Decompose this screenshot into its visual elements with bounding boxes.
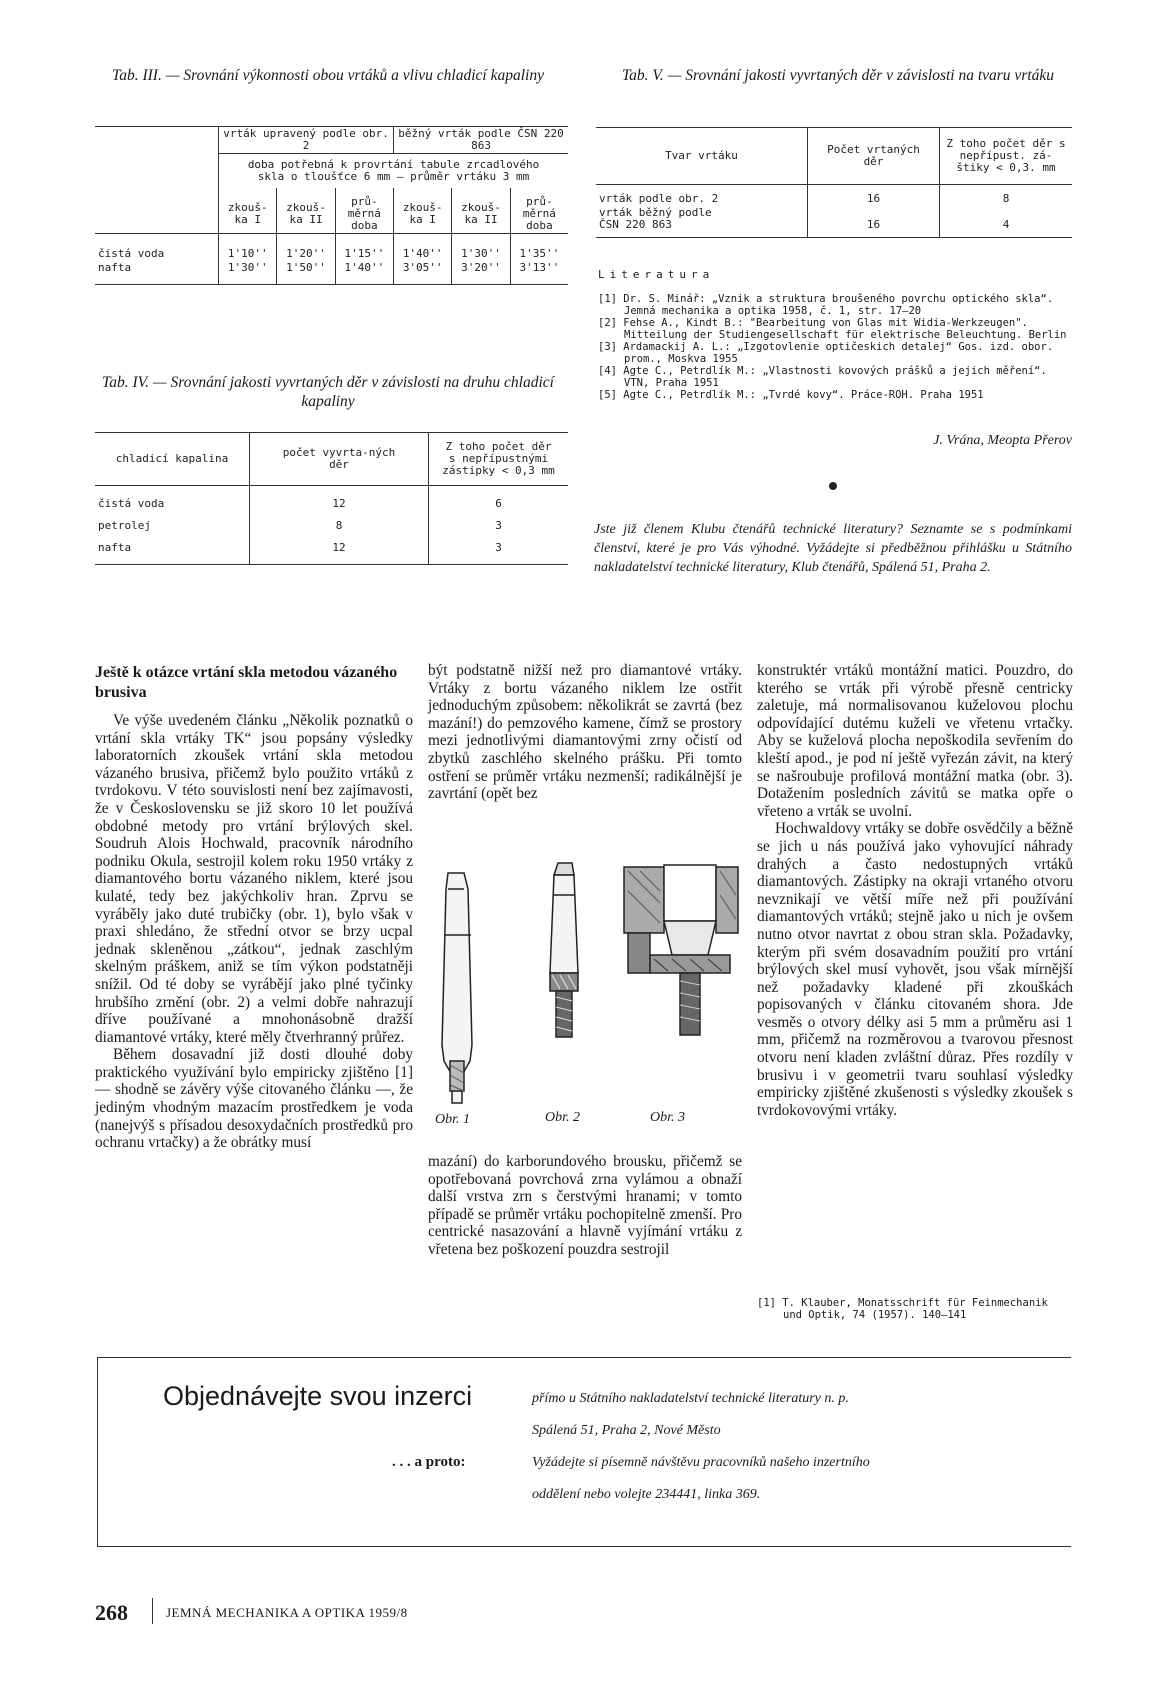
figure-caption: Obr. 3	[650, 1110, 686, 1125]
ad-line: přímo u Státního nakladatelství technické literatury n. p.	[532, 1391, 849, 1406]
ad-headline: Objednávejte svou inzerci	[163, 1381, 473, 1411]
reference-item: [4] Agte C., Petrdlík M.: „Vlastnosti kovových prášků a jejich měření“. VTN, Praha 1951	[598, 365, 1047, 389]
article-col3	[757, 662, 1073, 1119]
table-row: vrták podle obr. 2 16 8	[596, 185, 1072, 207]
tab3-subhead: zkouš-ka I	[219, 188, 277, 234]
figure-caption: Obr. 2	[545, 1110, 581, 1125]
article-col1	[95, 712, 413, 1152]
table-row: vrták běžný podle ČSN 220 863 16 4	[596, 206, 1072, 238]
tab3-subhead: zkouš-ka II	[277, 188, 335, 234]
article-title: Ještě k otázce vrtání skla metodou vázaného brusiva	[95, 664, 398, 701]
reference-item: [2] Fehse A., Kindt B.: "Bearbeitung von Glas mit Widia-Werkzeugen". Mitteilung der Studiengesellschaft für elektrische Beleuchtung. Berlin	[598, 317, 1067, 341]
tab5-table	[596, 127, 1072, 238]
article-paragraph: Ve výše uvedeném článku „Několik poznatků o vrtání skla vrtáky TK“ jsou popsány výsledky laboratorních zkoušek vrtání skla metodou vázaného brusiva, přičemž bylo použito vrtáků z tvrdokovu. V této souvislosti není bez zajímavosti, že v Československu se již skoro 10 let používá obdobné metody pro vrtání brýlových skel. Soudruh Alois Hochwald, pracovník národního podniku Okula, sestrojil kolem roku 1950 vrtáky z diamantového bortu vázaného niklem, které jsou kulaté, tedy bez jakýchkoliv hran. Zprvu se vyráběly jako duté trubičky (obr. 1), bylo však v praxi shledáno, že střední otvor se brzy ucpal jednak skleněnou „zátkou“, jednak zaschlým skelným práškem, aniž se tím výkon podstatněji snížil. Od té doby se vyrábějí jako plné tyčinky hrubšího zrnění (obr. 2) a velmi dobře nahrazují dříve používané a mnohonásobně dražší diamantové vrtáky, které měly čtverhranný průřez.	[95, 712, 413, 1046]
footer-divider	[152, 1598, 153, 1624]
table-row: čistá voda 1'10'' 1'20'' 1'15'' 1'40'' 1'30'' 1'35''	[95, 234, 568, 262]
tab4-caption: Tab. IV. — Srovnání jakosti vyvrtaných děr v závislosti na druhu chladicí kapaliny	[102, 374, 554, 410]
bullet-ornament	[829, 482, 837, 490]
article-col2-top: být podstatně nižší než pro diamantové vrtáky. Vrtáky z bortu vázaného niklem lze ostřit jednoduchým způsobem: několikrát se zavrtá (bez mazání!) do pemzového kamene, čímž se prostory mezi jednotlivými diamantovými zrny očistí od zbytků zaschlého skelného prášku. Při tomto ostření se průměr vrtáku nezmenší; radikálnější je zavrtání (opět bez	[428, 662, 742, 803]
tab3-head-group2: běžný vrták podle ČSN 220 863	[394, 127, 568, 154]
table-row: nafta 12 3	[95, 537, 568, 565]
tab4-table	[95, 432, 568, 565]
tab5-head: Tvar vrtáku	[665, 149, 738, 162]
article-author: J. Vrána, Meopta Přerov	[933, 433, 1072, 448]
tab3-subhead: prů-měrná doba	[510, 188, 568, 234]
figure-1-hollow-drill	[442, 873, 472, 1103]
tab3-subhead: prů-měrná doba	[335, 188, 393, 234]
table-row: nafta 1'30'' 1'50'' 1'40'' 3'05'' 3'20'' 3'13''	[95, 261, 568, 285]
tab4-head: chladicí kapalina	[115, 452, 229, 465]
article-paragraph: Během dosavadní již dosti dlouhé doby praktického využívání bylo empiricky zjištěno [1] — shodně se závěry výše citovaného článku —, že jediným vhodným mazacím prostředkem je voda (nanejvýš s přísadou desoxydačních prostředků pro ochranu vrtačky) a že obrátky musí	[95, 1046, 413, 1152]
figure-caption: Obr. 1	[435, 1112, 471, 1127]
tab3-head-group1: vrták upravený podle obr. 2	[219, 127, 394, 154]
tab4-head: počet vyvrta-ných děr	[250, 433, 429, 486]
article-col2-bottom: mazání) do karborundového brousku, přičemž se opotřebovaná povrchová zrna vylámou a obnaží další vrstva zrn s čerstvými hranami; v tomto případě se průměr vrtáku pochopitelně zmenší. Pro centrické nasazování a hlavně vyjímání vrtáku z vřetena bez poškození pouzdra sestrojil	[428, 1153, 742, 1258]
tab5-caption: Tab. V. — Srovnání jakosti vyvrtaných děr v závislosti na tvaru vrtáku	[621, 67, 1055, 84]
tab4-head: Z toho počet děr s nepřípustnými zástipky < 0,3 mm	[429, 433, 569, 486]
ad-line: Vyžádejte si písemně návštěvu pracovníků našeho inzertního	[532, 1455, 870, 1470]
article-paragraph: konstruktér vrtáků montážní matici. Pouzdro, do kterého se vrták při výrobě přesně centricky zaletuje, má normalisovanou kuželovou plochu odpovídající dutému kuželi ve vřetenu vrtačky. Aby se kuželová plocha nepoškodila sevřením do kleští apod., je pod ní ještě vyřezán závit, na který se našroubuje profilová montážní matka (obr. 3). Dotažením posledních závitů se matka opře o vřeteno a vrták se uvolní.	[757, 662, 1073, 820]
reference-item: [5] Agte C., Petrdlík M.: „Tvrdé kovy“. Práce-ROH. Praha 1951	[598, 389, 984, 401]
table-row: petrolej 8 3	[95, 515, 568, 537]
tab3-head-span: doba potřebná k provrtání tabule zrcadlového skla o tloušťce 6 mm — průměr vrtáku 3 mm	[219, 154, 568, 189]
tab3-caption: Tab. III. — Srovnání výkonnosti obou vrtáků a vlivu chladicí kapaliny	[112, 67, 544, 84]
tab3-table	[95, 126, 568, 285]
ad-proto: . . . a proto:	[392, 1454, 466, 1470]
reference-item: [1] Dr. S. Minář: „Vznik a struktura broušeného povrchu optického skla“. Jemná mechanika a optika 1958, č. 1, str. 17—20	[598, 293, 1054, 317]
ad-line: oddělení nebo volejte 234441, linka 369.	[532, 1487, 761, 1502]
reference-item: [3] Ardamackij A. L.: „Izgotovlenie optičeskich detalej“ Gos. izd. obor. prom., Moskva 1955	[598, 341, 1054, 365]
ad-line: Spálená 51, Praha 2, Nové Město	[532, 1423, 721, 1438]
article-reference: [1] T. Klauber, Monatsschrift für Feinmechanik und Optik, 74 (1957). 140—141	[757, 1297, 1048, 1321]
figure-2-solid-drill	[550, 863, 578, 1037]
literatura-list	[598, 293, 1072, 401]
drill-figures	[428, 855, 744, 1125]
tab3-subhead: zkouš-ka II	[452, 188, 510, 234]
tab5-head: Z toho počet děr s nepřípust. zá-štiky < 0,3. mm	[940, 128, 1073, 185]
article-paragraph: Hochwaldovy vrtáky se dobře osvědčily a běžně se jich u nás používá jako vyhovující náhrady drahých a často nedostupných vrtáků diamantových. Zástipky na okraji vrtaného otvoru nevznikají ve větší míře než při používání diamantových vrtáků; stejně jako u nich je ovšem nutno otvor navrtat z obou stran skla. Požadavky, kterým při svém dosavadním použití pro vrtání brýlových skel musí vyhovět, jsou však mírnější než požadavky kladené při zkouškách popisovaných v článku citovaném shora. Jde vesměs o otvory délky asi 5 mm a průměru asi 1 mm, přičemž na rozměrovou a tvarovou přesnost otvoru není kladen zvláštní důraz. Přes rozdíly v brusivu i v geometrii tvaru souhlasí výsledky empiricky zjištěné zkušenosti s výsledky zkoušek s tvrdokovovými vrtáky.	[757, 820, 1073, 1119]
journal-name: JEMNÁ MECHANIKA A OPTIKA 1959/8	[166, 1605, 408, 1620]
club-notice: Jste již členem Klubu čtenářů technické literatury? Seznamte se s podmínkami členství, které je pro Vás výhodné. Vyžádejte si předběžnou přihlášku u Státního nakladatelství technické literatury, Klub čtenářů, Spálená 51, Praha 2.	[594, 522, 1072, 575]
figure-3-montage-nut	[624, 865, 738, 1035]
table-row: čistá voda 12 6	[95, 486, 568, 516]
literatura-heading: Literatura	[598, 268, 715, 281]
page-number: 268	[95, 1600, 128, 1625]
tab3-subhead: zkouš-ka I	[394, 188, 452, 234]
tab5-head: Počet vrtaných děr	[808, 128, 940, 185]
